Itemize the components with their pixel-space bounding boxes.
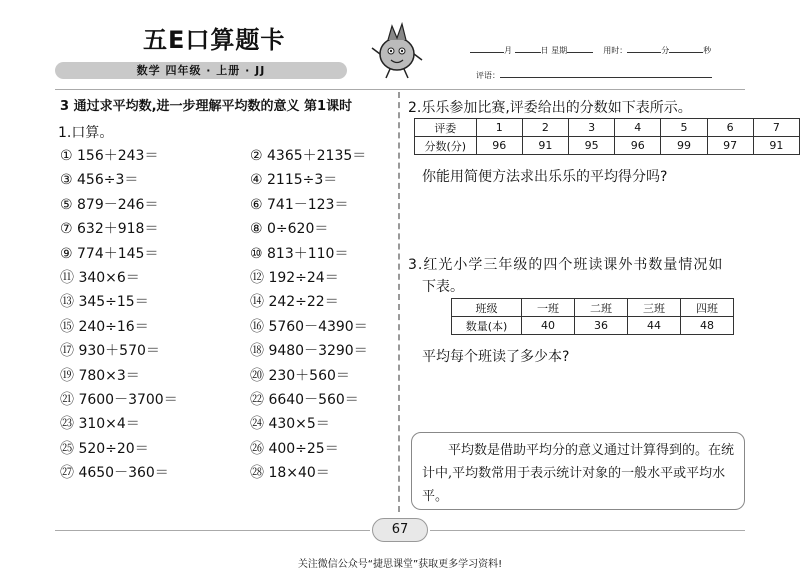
table-cell: 二班 [575,299,628,317]
problem-item: ㉗ 4650－360＝ [60,465,169,482]
problem-item: ㉕ 520÷20＝ [60,440,149,457]
review-fill-line: 评语： [476,69,712,81]
problem-item: ③ 456÷3＝ [60,172,139,189]
problem-item: ⑫ 192÷24＝ [250,269,339,286]
table-row [452,317,734,335]
table-cell: 99 [661,137,707,155]
problem-item: ⑳ 230＋560＝ [250,367,350,384]
table-cell: 97 [707,137,753,155]
table-cell: 96 [615,137,661,155]
table-cell: 96 [476,137,522,155]
table-row [452,299,734,317]
problem-item: ⑬ 345÷15＝ [60,294,149,311]
table-cell: 4 [615,119,661,137]
table-header-cell: 数量(本) [452,317,522,335]
problem-item: ㉔ 430×5＝ [250,416,330,433]
table-cell: 40 [522,317,575,335]
table-cell: 7 [753,119,799,137]
problem-item: ⑪ 340×6＝ [60,269,140,286]
problem-item: ④ 2115÷3＝ [250,172,338,189]
problem-item: ⑥ 741－123＝ [250,196,349,213]
table-header-cell: 分数(分) [415,137,477,155]
q1-title: 1.口算。 [58,125,114,141]
header-divider [55,89,745,90]
table-header-cell: 评委 [415,119,477,137]
q3-title: 3.红光小学三年级的四个班读课外书数量情况如 [408,257,724,273]
table-row [415,119,800,137]
q2-question: 你能用简便方法求出乐乐的平均得分吗? [422,169,668,185]
problem-item: ⑲ 780×3＝ [60,367,140,384]
q3-question: 平均每个班读了多少本? [422,349,570,365]
problem-item: ⑰ 930＋570＝ [60,343,160,360]
table-cell: 95 [569,137,615,155]
problem-item: ① 156＋243＝ [60,148,159,164]
problem-item: ⑤ 879－246＝ [60,196,159,213]
table-cell: 3 [569,119,615,137]
problem-item: ② 4365＋2135＝ [250,148,367,164]
problem-item: ⑭ 242÷22＝ [250,294,339,311]
subject-banner: 数学 四年级 · 上册 · JJ [55,62,347,79]
problem-item: ㉑ 7600－3700＝ [60,391,178,408]
table-row [415,137,800,155]
problem-item: ⑧ 0÷620＝ [250,221,329,238]
problem-item: ⑮ 240÷16＝ [60,318,149,335]
q3-title-continued: 下表。 [422,279,464,295]
judge-score-table [414,118,800,155]
table-cell: 6 [707,119,753,137]
table-cell: 5 [661,119,707,137]
date-fill-line: 月 日 星期 用时： 分 秒 [470,44,711,56]
table-cell: 2 [522,119,568,137]
problem-item: ⑨ 774＋145＝ [60,245,159,262]
problem-item: ⑦ 632＋918＝ [60,221,159,238]
tip-note-box: 平均数是借助平均分的意义通过计算得到的。在统计中,平均数常用于表示统计对象的一般水平或平均水平。 [411,432,745,510]
table-cell: 四班 [681,299,734,317]
q2-title: 2.乐乐参加比赛,评委给出的分数如下表所示。 [408,100,692,116]
table-cell: 1 [476,119,522,137]
footer-divider-left [55,530,370,531]
lesson-title: 3 通过求平均数,进一步理解平均数的意义 第1课时 [60,99,353,114]
problem-item: ⑩ 813＋110＝ [250,245,349,262]
problem-item: ㉘ 18×40＝ [250,465,330,482]
problem-item: ㉖ 400÷25＝ [250,440,339,457]
page-number: 67 [372,518,428,542]
column-divider [398,92,400,512]
table-cell: 91 [522,137,568,155]
table-cell: 三班 [628,299,681,317]
mascot-icon [368,18,426,80]
table-header-cell: 班级 [452,299,522,317]
problem-item: ⑯ 5760－4390＝ [250,318,368,335]
table-cell: 一班 [522,299,575,317]
mental-math-grid [60,146,390,487]
table-cell: 36 [575,317,628,335]
brand-title: 五E口算题卡 [143,26,286,54]
problem-item: ⑱ 9480－3290＝ [250,343,368,360]
table-cell: 44 [628,317,681,335]
problem-item: ㉓ 310×4＝ [60,416,140,433]
table-cell: 48 [681,317,734,335]
problem-item: ㉒ 6640－560＝ [250,391,359,408]
class-books-table [451,298,734,335]
table-cell: 91 [753,137,799,155]
footer-divider-right [430,530,745,531]
footer-text: 关注微信公众号“捷思课堂”获取更多学习资料! [297,559,503,570]
